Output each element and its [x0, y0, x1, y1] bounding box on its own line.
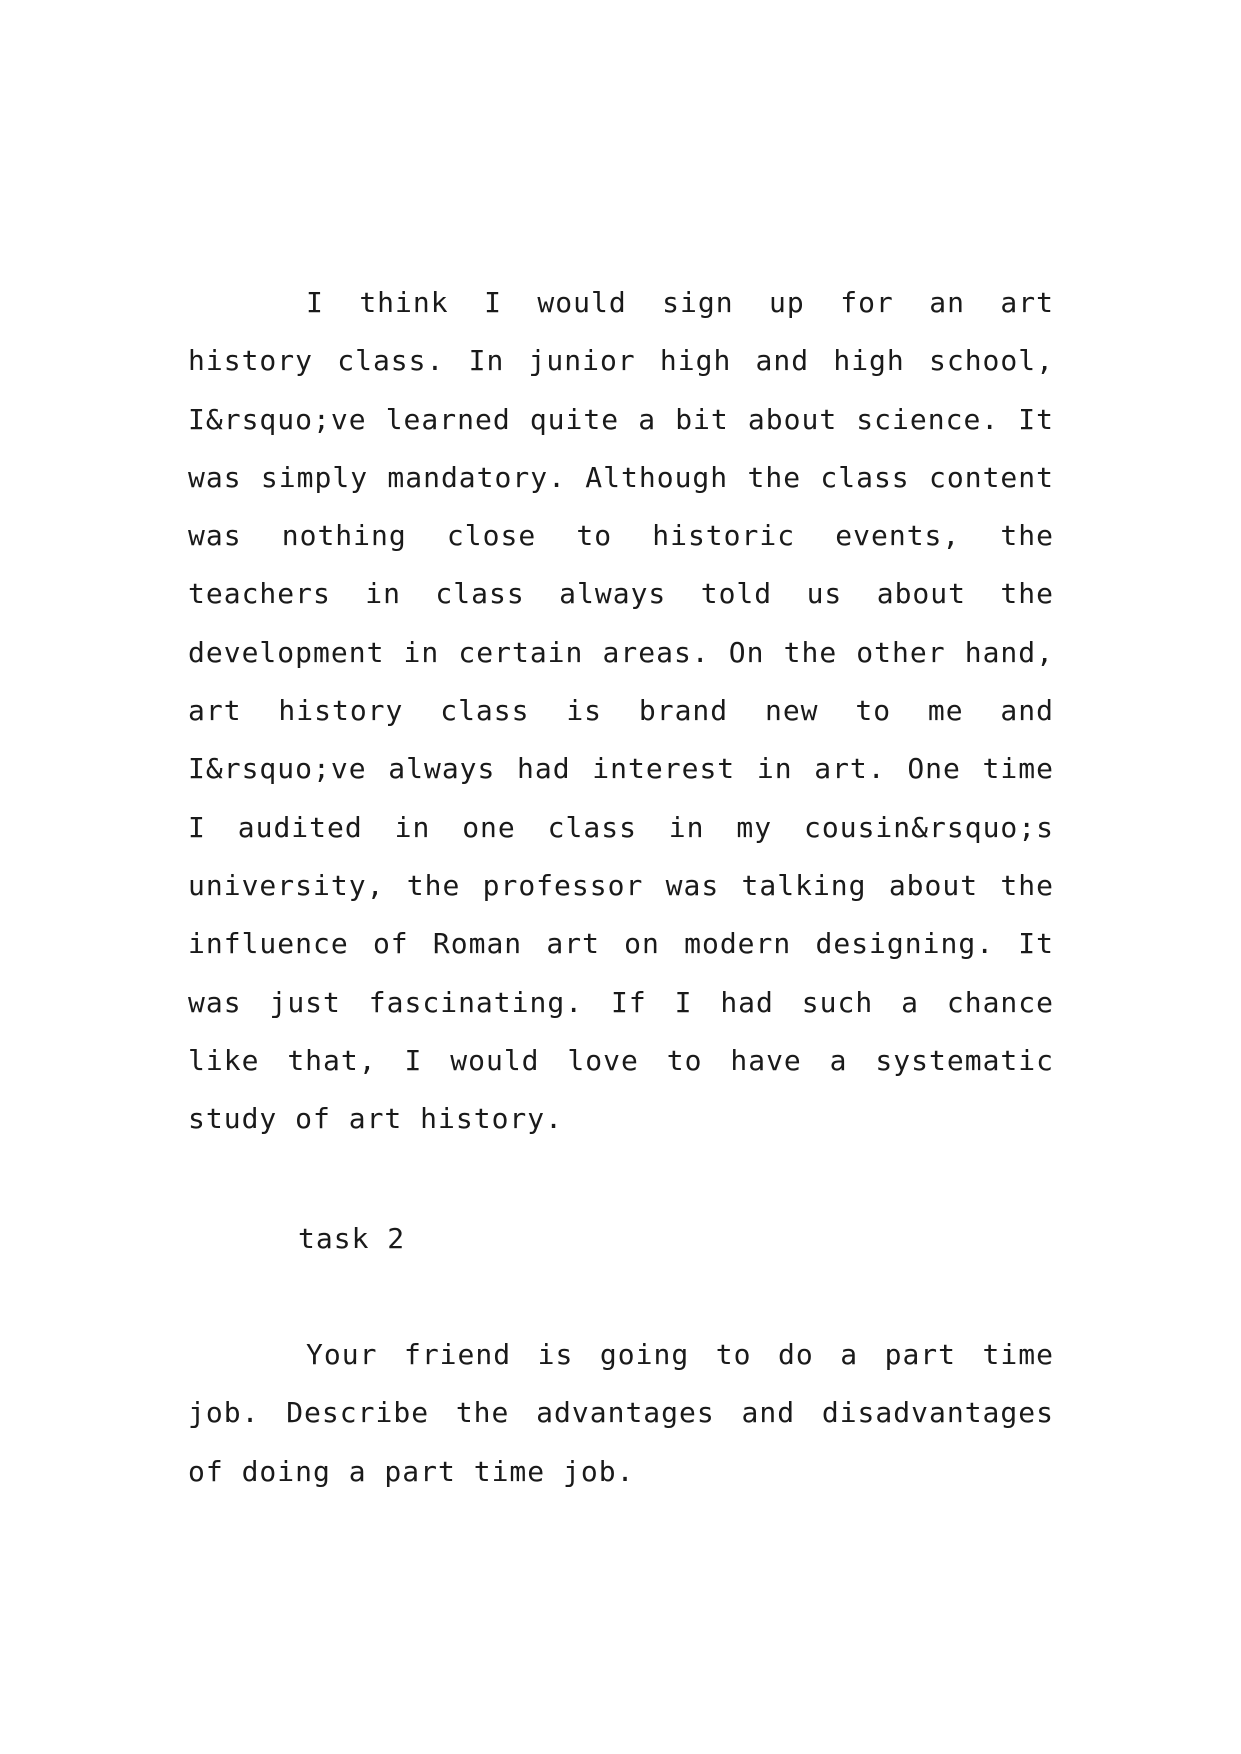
task-heading: task 2 [298, 1222, 406, 1255]
answer-paragraph: I think I would sign up for an art history class. In junior high and high school, I&rsquo;ve learned quite a bit about science. It was simply mandatory. Although the class content was nothing close to historic events, the teachers in class always told us about the development in certain areas. On the other hand, art history class is brand new to me and I&rsquo;ve always had interest in art. One time I audited in one class in my cousin&rsquo;s university, the professor was talking about the influence of Roman art on modern designing. It was just fascinating. If I had such a chance like that, I would love to have a systematic study of art history. [188, 286, 1054, 1136]
task-prompt-paragraph: Your friend is going to do a part time job. Describe the advantages and disadvantages of doing a part time job. [188, 1338, 1054, 1488]
